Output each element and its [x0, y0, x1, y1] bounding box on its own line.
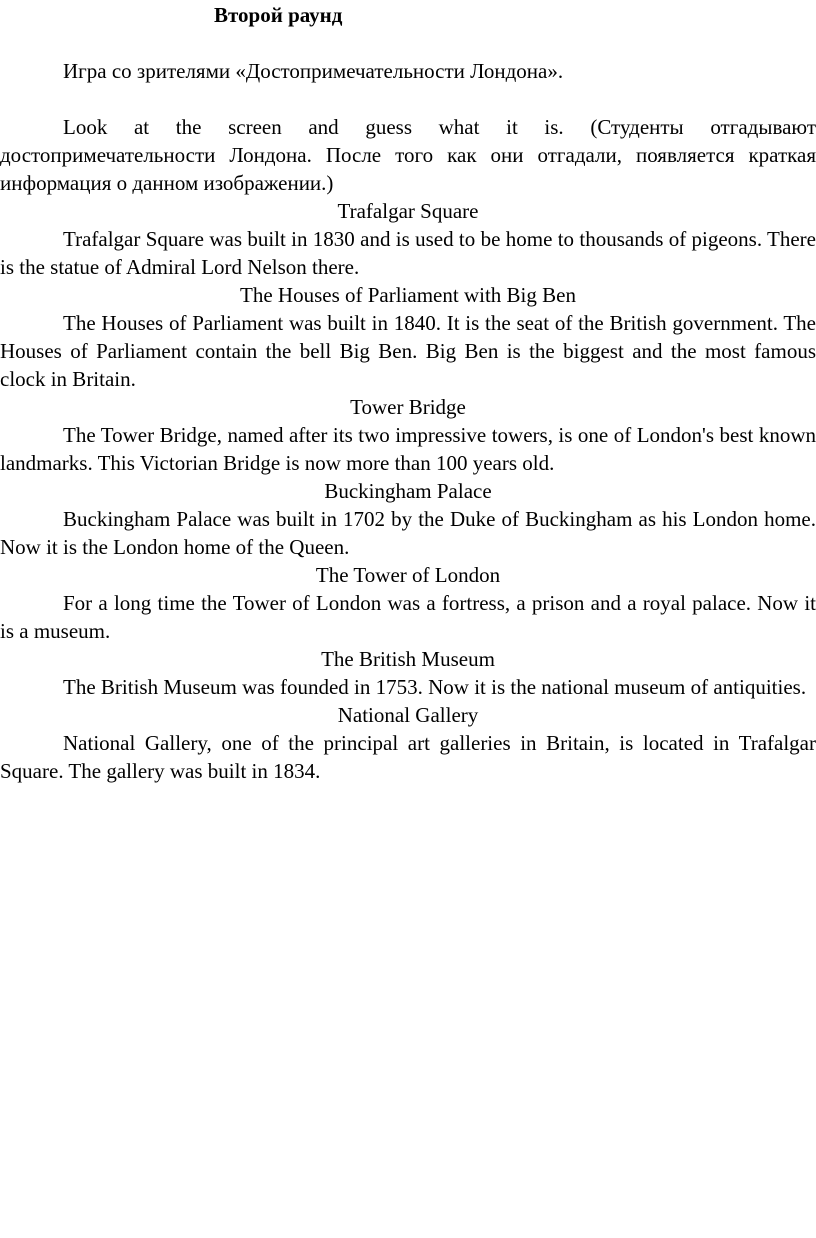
section-text-buckingham-palace: Buckingham Palace was built in 1702 by the Duke of Buckingham as his London home. Now it is the London home of the Queen. [0, 507, 816, 559]
section-text-tower-bridge: The Tower Bridge, named after its two impressive towers, is one of London's best known landmarks. This Victorian Bridge is now more than 100 years old. [0, 423, 816, 475]
section-title-tower-bridge: Tower Bridge [350, 395, 466, 419]
blank-line [0, 85, 816, 113]
section-text-national-gallery: National Gallery, one of the principal art galleries in Britain, is located in Trafalgar Square. The gallery was built in 1834. [0, 731, 816, 783]
round-heading: Второй раунд [214, 3, 343, 27]
section-text-tower-of-london: For a long time the Tower of London was a fortress, a prison and a royal palace. Now it is a museum. [0, 591, 816, 643]
game-intro: Игра со зрителями «Достопримечательности Лондона». [63, 59, 564, 83]
section-text-trafalgar-square: Trafalgar Square was built in 1830 and is used to be home to thousands of pigeons. There is the statue of Admiral Lord Nelson there. [0, 227, 816, 279]
section-title-trafalgar-square: Trafalgar Square [337, 199, 479, 223]
section-title-tower-of-london: The Tower of London [315, 563, 501, 587]
section-title-buckingham-palace: Buckingham Palace [324, 479, 492, 503]
section-title-british-museum: The British Museum [321, 647, 495, 671]
section-title-national-gallery: National Gallery [337, 703, 479, 727]
blank-line [0, 29, 816, 57]
instruction-paragraph: Look at the screen and guess what it is. (Студенты отгадывают достопримечательности Лондона. После того как они отгадали, появляется краткая информация о данном изображении.) [0, 115, 816, 195]
section-title-houses-of-parliament: The Houses of Parliament with Big Ben [240, 283, 576, 307]
section-text-british-museum: The British Museum was founded in 1753. Now it is the national museum of antiquities. [63, 675, 807, 699]
section-text-houses-of-parliament: The Houses of Parliament was built in 1840. It is the seat of the British government. The Houses of Parliament contain the bell Big Ben. Big Ben is the biggest and the most famous clock in Britain. [0, 311, 816, 391]
